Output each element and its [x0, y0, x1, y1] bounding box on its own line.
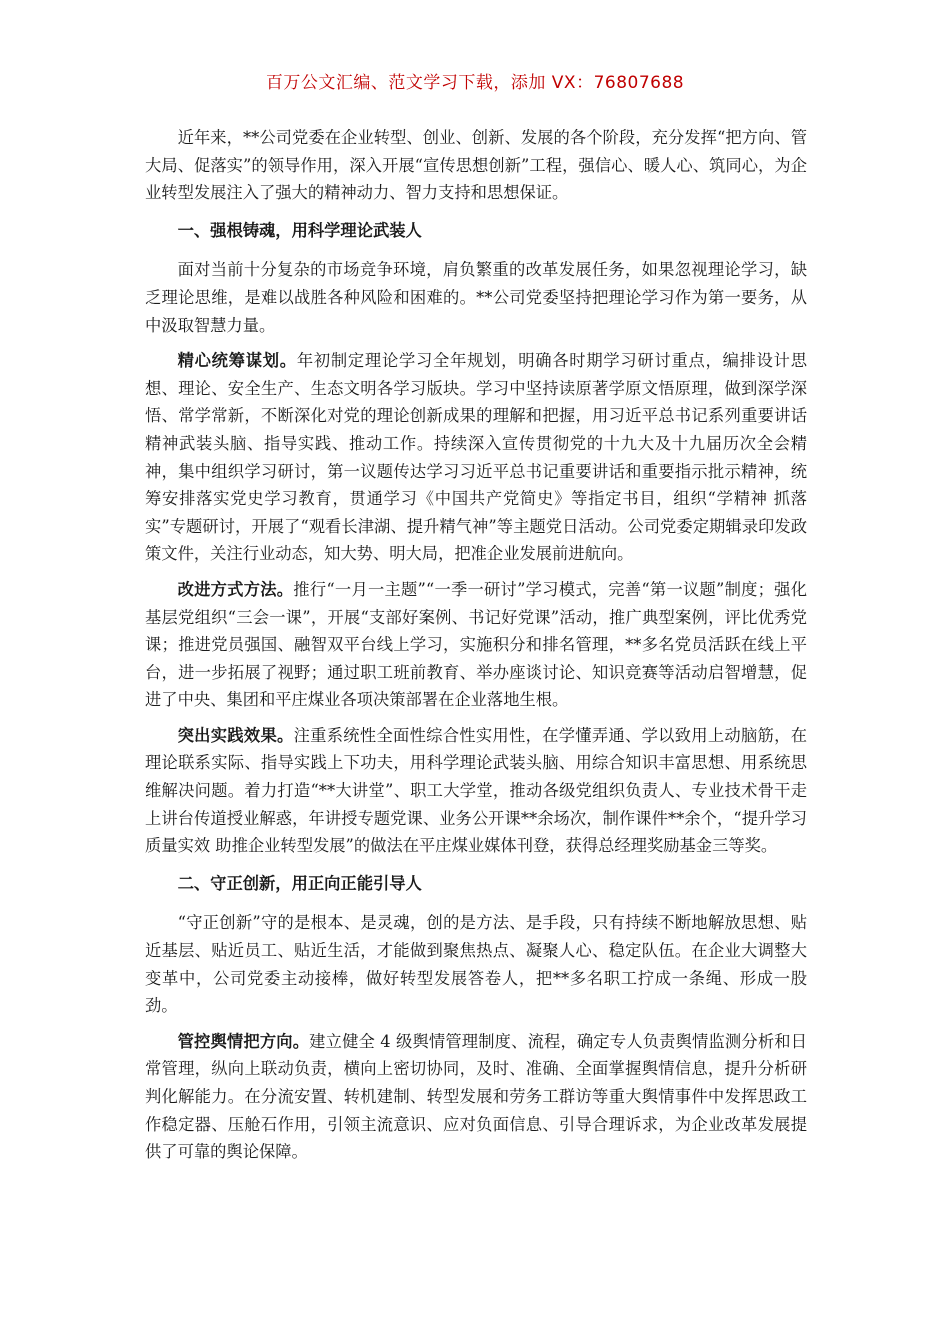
paragraph-text: 推行“一月一主题”“一季一研讨”学习模式，完善“第一议题”制度；强化基层党组织“三会一课”，开展“支部好案例、书记好党课”活动，推广典型案例，评比优秀党课；推进党员强国、融智双平台线上学习，实施积分和排名管理，**多名党员活跃在线上平台，进一步拓展了视野；通过职工班前教育、举办座谈讨论、知识竞赛等活动启智增慧，促进了中央、集团和平庄煤业各项决策部署在企业落地生根。 — [145, 579, 807, 710]
paragraph-lead: 管控舆情把方向。 — [177, 1031, 310, 1051]
header-banner: 百万公文汇编、范文学习下载，添加 VX：76807688 — [265, 73, 685, 93]
paragraph-text: 建立健全 4 级舆情管理制度、流程，确定专人负责舆情监测分析和日常管理，纵向上联动负责，横向上密切协同，及时、准确、全面掌握舆情信息，提升分析研判化解能力。在分流安置、转机建制、转型发展和劳务工群访等重大舆情事件中发挥思政工作稳定器、压舱石作用，引领主流意识、应对负面信息、引导合理诉求，为企业改革发展提供了可靠的舆论保障。 — [145, 1031, 807, 1162]
paragraph-lead: 突出实践效果。 — [177, 725, 294, 745]
section-1-heading: 一、强根铸魂，用科学理论武装人 — [177, 220, 422, 240]
paragraph-lead: 精心统筹谋划。 — [177, 351, 297, 371]
section-2-paragraph-1 — [145, 1028, 807, 1166]
paragraph-lead: 改进方式方法。 — [177, 579, 294, 599]
section-1-intro: 面对当前十分复杂的市场竞争环境，肩负繁重的改革发展任务，如果忽视理论学习，缺乏理论思维，是难以战胜各种风险和困难的。**公司党委坚持把理论学习作为第一要务，从中汲取智慧力量。 — [145, 260, 807, 335]
intro-paragraph: 近年来，**公司党委在企业转型、创业、创新、发展的各个阶段，充分发挥“把方向、管大局、促落实”的领导作用，深入开展“宣传思想创新”工程，强信心、暖人心、筑同心，为企业转型发展注入了强大的精神动力、智力支持和思想保证。 — [145, 128, 807, 203]
document-body — [145, 124, 807, 1174]
paragraph-text: 年初制定理论学习全年规划，明确各时期学习研讨重点，编排设计思想、理论、安全生产、生态文明各学习版块。学习中坚持读原著学原文悟原理，做到深学深悟、常学常新，不断深化对党的理论创新成果的理解和把握，用习近平总书记系列重要讲话精神武装头脑、指导实践、推动工作。持续深入宣传贯彻党的十九大及十九届历次全会精神，集中组织学习研讨，第一议题传达学习习近平总书记重要讲话和重要指示批示精神，统筹安排落实党史学习教育，贯通学习《中国共产党简史》等指定书目，组织“学精神 抓落实”专题研讨，开展了“观看长津湖、提升精气神”等主题党日活动。公司党委定期辑录印发政策文件，关注行业动态，知大势、明大局，把准企业发展前进航向。 — [145, 351, 807, 564]
paragraph-text: 注重系统性全面性综合性实用性，在学懂弄通、学以致用上动脑筋，在理论联系实际、指导实践上下功夫，用科学理论武装头脑、用综合知识丰富思想、用系统思维解决问题。着力打造“**大讲堂”、职工大学堂，推动各级党组织负责人、专业技术骨干走上讲台传道授业解惑，年讲授专题党课、业务公开课**余场次，制作课件**余个，“提升学习质量实效 助推企业转型发展”的做法在平庄煤业媒体刊登，获得总经理奖励基金三等奖。 — [145, 725, 807, 856]
section-1-paragraph-3 — [145, 722, 807, 860]
section-2-heading: 二、守正创新，用正向正能引导人 — [177, 873, 422, 893]
section-1-paragraph-1 — [145, 347, 807, 568]
section-1-paragraph-2 — [145, 576, 807, 714]
section-2-intro: “守正创新”守的是根本、是灵魂，创的是方法、是手段，只有持续不断地解放思想、贴近基层、贴近员工、贴近生活，才能做到聚焦热点、凝聚人心、稳定队伍。在企业大调整大变革中，公司党委主动接棒，做好转型发展答卷人，把**多名职工拧成一条绳、形成一股劲。 — [145, 913, 807, 1016]
